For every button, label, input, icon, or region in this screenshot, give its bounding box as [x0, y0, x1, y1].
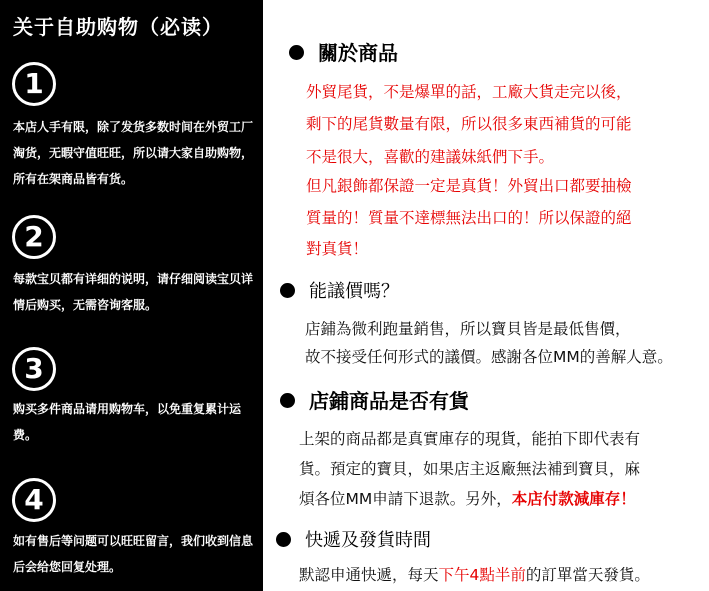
bullet-icon	[280, 393, 295, 408]
step-1-number: 1	[12, 62, 56, 106]
product-line-4: 但凡銀飾都保證一定是真貨！外貿出口都要抽檢	[306, 177, 632, 195]
left-panel-title: 关于自助购物（必读）	[13, 15, 223, 39]
stock-line-1: 上架的商品都是真實庫存的現貨，能拍下即代表有	[299, 430, 641, 448]
bullet-icon	[289, 45, 304, 60]
step-2-number: 2	[12, 215, 56, 259]
stock-line-2: 貨。預定的寶貝，如果店主返廠無法補到寶貝，麻	[299, 460, 641, 478]
product-line-1: 外貿尾貨，不是爆單的話，工廠大貨走完以後，	[306, 83, 632, 101]
section-shipping-title: 快遞及發貨時間	[305, 530, 431, 551]
step-3-number: 3	[12, 347, 56, 391]
section-stock-title: 店鋪商品是否有貨	[309, 389, 469, 413]
step-4-number: 4	[12, 478, 56, 522]
stock-line-3-text: 煩各位MM申請下退款。另外，	[299, 490, 512, 508]
section-shipping-heading	[276, 526, 431, 552]
step-4-text: 如有售后等问题可以旺旺留言，我们收到信息后会给您回复处理。	[13, 534, 254, 574]
shipping-line-start: 默認申通快遞，每天	[299, 566, 439, 584]
bullet-icon	[276, 532, 291, 547]
product-line-6: 對真貨！	[306, 240, 369, 258]
shipping-line-highlight: 下午4點半前	[438, 566, 526, 584]
product-line-2: 剩下的尾貨數量有限，所以很多東西補貨的可能	[306, 115, 632, 133]
bargain-line-1: 店鋪為微利跑量銷售，所以寶貝皆是最低售價，	[305, 320, 631, 338]
step-1-text: 本店人手有限，除了发货多数时间在外贸工厂淘货，无暇守值旺旺，所以请大家自助购物，所有在架商品皆有货。	[13, 120, 254, 186]
product-line-5: 質量的！質量不達標無法出口的！所以保證的絕	[306, 209, 632, 227]
section-bargain-heading	[280, 277, 399, 303]
stock-line-3	[299, 487, 636, 509]
bargain-line-2: 故不接受任何形式的議價。感謝各位MM的善解人意。	[305, 348, 673, 366]
section-bargain-title: 能議價嗎？	[309, 281, 399, 302]
left-panel	[0, 0, 263, 591]
bullet-icon	[280, 283, 295, 298]
section-product-heading	[289, 37, 398, 66]
step-2-text: 每款宝贝都有详细的说明，请仔细阅读宝贝详情后购买，无需咨询客服。	[13, 272, 254, 312]
step-3-text: 购买多件商品请用购物车，以免重复累计运费。	[13, 402, 242, 442]
section-stock-heading	[280, 385, 469, 414]
right-panel	[263, 0, 709, 591]
section-product-title: 關於商品	[318, 41, 398, 65]
product-line-3: 不是很大，喜歡的建議妹紙們下手。	[306, 148, 555, 166]
stock-line-3-highlight: 本店付款減庫存！	[511, 490, 636, 508]
shipping-line-end: 的訂單當天發貨。	[525, 566, 650, 584]
shipping-line	[299, 563, 650, 585]
